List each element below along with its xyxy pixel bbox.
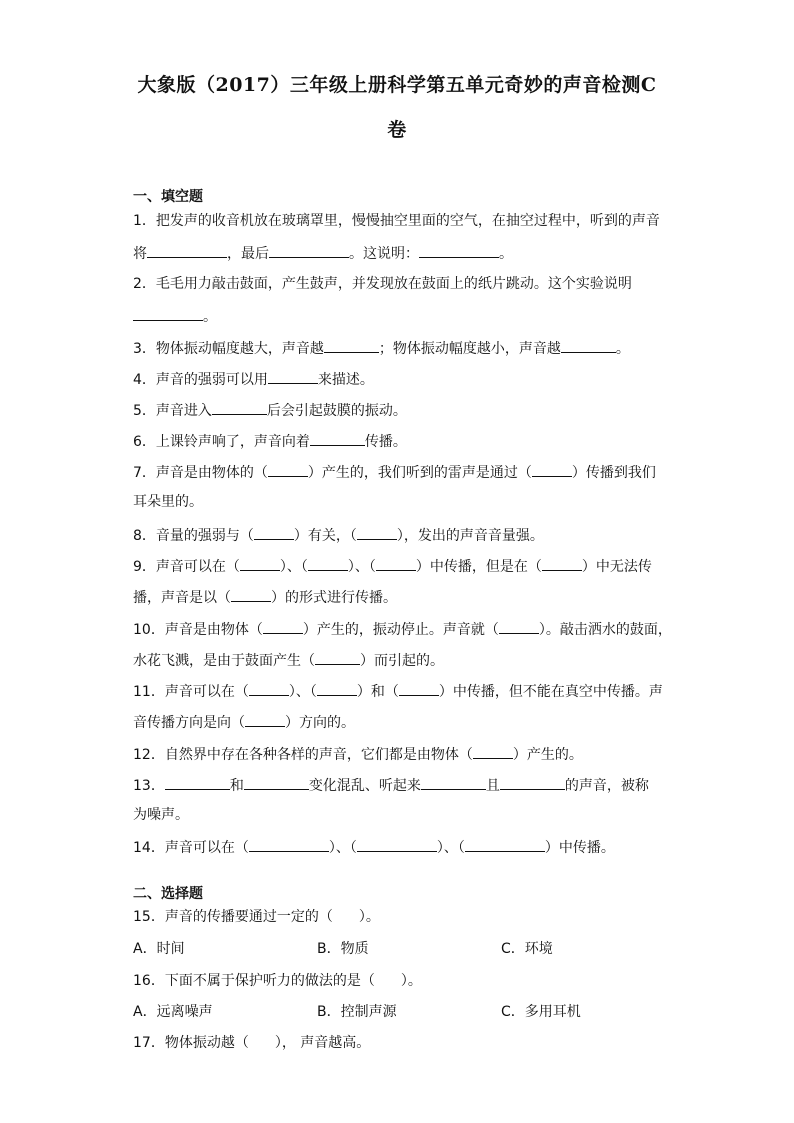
question-13-line-1: 13． 和 变化混乱、听起来 且 的声音，被称	[133, 775, 663, 795]
question-15-option-c[interactable]: C．环境	[501, 941, 553, 957]
question-2-line-1: 2．毛毛用力敲击鼓面，产生鼓声，并发现放在鼓面上的纸片跳动。这个实验说明	[133, 276, 632, 292]
answer-blank[interactable]	[254, 525, 294, 540]
answer-blank[interactable]	[133, 306, 203, 321]
answer-blank[interactable]	[473, 744, 513, 759]
answer-blank[interactable]	[357, 837, 437, 852]
answer-blank[interactable]	[249, 681, 289, 696]
answer-blank[interactable]	[240, 556, 280, 571]
answer-blank[interactable]	[357, 525, 397, 540]
answer-blank[interactable]	[249, 837, 329, 852]
answer-blank[interactable]	[500, 775, 565, 790]
answer-blank[interactable]	[268, 462, 308, 477]
question-11-line-1: 11．声音可以在（ ）、（ ）和（ ）中传播，但不能在真空中传播。声	[133, 681, 663, 701]
answer-blank[interactable]	[324, 338, 379, 353]
question-7-line-1: 7．声音是由物体的（ ）产生的，我们听到的雷声是通过（ ）传播到我们	[133, 462, 663, 482]
question-15-option-a[interactable]: A．时间	[133, 941, 185, 957]
question-1-line-1: 1．把发声的收音机放在玻璃罩里，慢慢抽空里面的空气，在抽空过程中，听到的声音	[133, 213, 660, 229]
question-9-line-1: 9．声音可以在（ ）、（ ）、（ ）中传播，但是在（ ）中无法传	[133, 556, 663, 576]
question-4: 4．声音的强弱可以用 来描述。	[133, 369, 663, 389]
answer-blank[interactable]	[542, 556, 582, 571]
page-title-continued: 卷	[387, 119, 407, 141]
answer-blank[interactable]	[315, 650, 360, 665]
question-7-line-2: 耳朵里的。	[133, 494, 203, 510]
question-16-option-a[interactable]: A．远离噪声	[133, 1004, 213, 1020]
answer-blank[interactable]	[317, 681, 357, 696]
answer-blank[interactable]	[421, 775, 486, 790]
answer-blank[interactable]	[269, 243, 349, 258]
question-10-line-1: 10．声音是由物体（ ）产生的，振动停止。声音就（ ）。敲击洒水的鼓面，	[133, 619, 663, 639]
answer-blank[interactable]	[310, 431, 365, 446]
question-17-stem: 17．物体振动越（ ）， 声音越高。	[133, 1035, 371, 1051]
answer-blank[interactable]	[499, 619, 539, 634]
question-12: 12．自然界中存在各种各样的声音，它们都是由物体（ ）产生的。	[133, 744, 663, 764]
answer-blank[interactable]	[212, 400, 267, 415]
section-heading-fill-in: 一、填空题	[133, 189, 203, 205]
question-3: 3．物体振动幅度越大，声音越 ；物体振动幅度越小，声音越 。	[133, 338, 663, 358]
question-15-option-b[interactable]: B．物质	[317, 941, 369, 957]
question-2-line-2: 。	[133, 306, 663, 326]
question-16-stem: 16．下面不属于保护听力的做法的是（ ）。	[133, 973, 422, 989]
answer-blank[interactable]	[308, 556, 348, 571]
answer-blank[interactable]	[165, 775, 230, 790]
answer-blank[interactable]	[376, 556, 416, 571]
answer-blank[interactable]	[465, 837, 545, 852]
answer-blank[interactable]	[147, 243, 227, 258]
answer-blank[interactable]	[419, 243, 499, 258]
question-15-stem: 15．声音的传播要通过一定的（ ）。	[133, 909, 380, 925]
answer-blank[interactable]	[561, 338, 616, 353]
answer-blank[interactable]	[268, 369, 318, 384]
question-1-line-2: 将 ，最后 。这说明： 。	[133, 243, 663, 263]
question-6: 6．上课铃声响了，声音向着 传播。	[133, 431, 663, 451]
question-10-line-2: 水花飞溅，是由于鼓面产生（ ）而引起的。	[133, 650, 663, 670]
answer-blank[interactable]	[399, 681, 439, 696]
answer-blank[interactable]	[231, 587, 271, 602]
question-16-option-c[interactable]: C．多用耳机	[501, 1004, 581, 1020]
question-13-line-2: 为噪声。	[133, 807, 189, 823]
question-5: 5．声音进入 后会引起鼓膜的振动。	[133, 400, 663, 420]
question-9-line-2: 播，声音是以（ ）的形式进行传播。	[133, 587, 663, 607]
question-16-option-b[interactable]: B．控制声源	[317, 1004, 397, 1020]
question-14: 14．声音可以在（ ）、（ ）、（ ）中传播。	[133, 837, 663, 857]
answer-blank[interactable]	[532, 462, 572, 477]
page-title: 大象版（2017）三年级上册科学第五单元奇妙的声音检测C	[137, 74, 657, 96]
question-11-line-2: 音传播方向是向（ ）方向的。	[133, 712, 663, 732]
answer-blank[interactable]	[244, 775, 309, 790]
answer-blank[interactable]	[263, 619, 303, 634]
question-8: 8．音量的强弱与（ ）有关，（ ），发出的声音音量强。	[133, 525, 663, 545]
section-heading-multiple-choice: 二、选择题	[133, 886, 203, 902]
answer-blank[interactable]	[245, 712, 285, 727]
